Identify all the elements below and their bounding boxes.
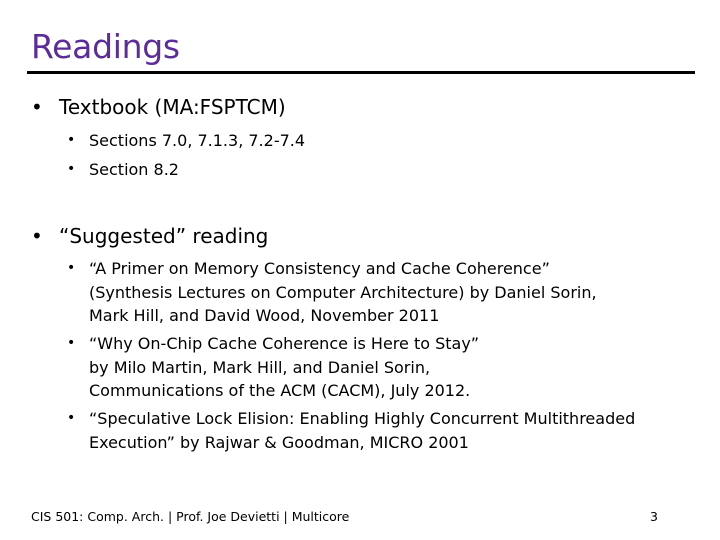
sub-bullet-text	[89, 158, 179, 182]
sub-bullet-line: “Why On-Chip Cache Coherence is Here to Stay”	[89, 334, 480, 353]
footer-course-info: CIS 501: Comp. Arch. | Prof. Joe Devietti | Multicore	[31, 509, 350, 524]
title-underline	[27, 71, 695, 74]
sub-bullet-text	[89, 257, 597, 328]
sub-bullet-line: Mark Hill, and David Wood, November 2011	[89, 306, 440, 325]
slide-title: Readings	[31, 27, 180, 66]
bullet-marker: •	[31, 224, 43, 248]
bullet-text: Textbook (MA:FSPTCM)	[59, 95, 286, 119]
sub-bullet-marker: •	[67, 161, 76, 177]
bullet-marker: •	[31, 95, 43, 119]
sub-bullet-line: (Synthesis Lectures on Computer Architecture) by Daniel Sorin,	[89, 282, 597, 302]
sub-bullet-line: by Milo Martin, Mark Hill, and Daniel Sorin,	[89, 357, 431, 377]
sub-bullet-text	[89, 332, 479, 403]
sub-bullet-marker: •	[67, 410, 76, 426]
sub-bullet-line: “Speculative Lock Elision: Enabling Highly Concurrent Multithreaded	[89, 409, 636, 428]
sub-bullet-marker: •	[67, 260, 76, 276]
sub-bullet-marker: •	[67, 335, 76, 351]
sub-bullet-line: Sections 7.0, 7.1.3, 7.2-7.4	[89, 131, 306, 150]
sub-bullet-line: Communications of the ACM (CACM), July 2012.	[89, 381, 471, 400]
sub-bullet-marker: •	[67, 132, 76, 148]
sub-bullet-line: Section 8.2	[89, 160, 179, 179]
sub-bullet-text	[89, 129, 305, 153]
bullet-text: “Suggested” reading	[59, 224, 269, 248]
sub-bullet-line: Execution” by Rajwar & Goodman, MICRO 2001	[89, 432, 469, 452]
page-number: 3	[650, 509, 658, 524]
sub-bullet-text	[89, 407, 635, 454]
sub-bullet-line: “A Primer on Memory Consistency and Cache Coherence”	[89, 259, 550, 278]
